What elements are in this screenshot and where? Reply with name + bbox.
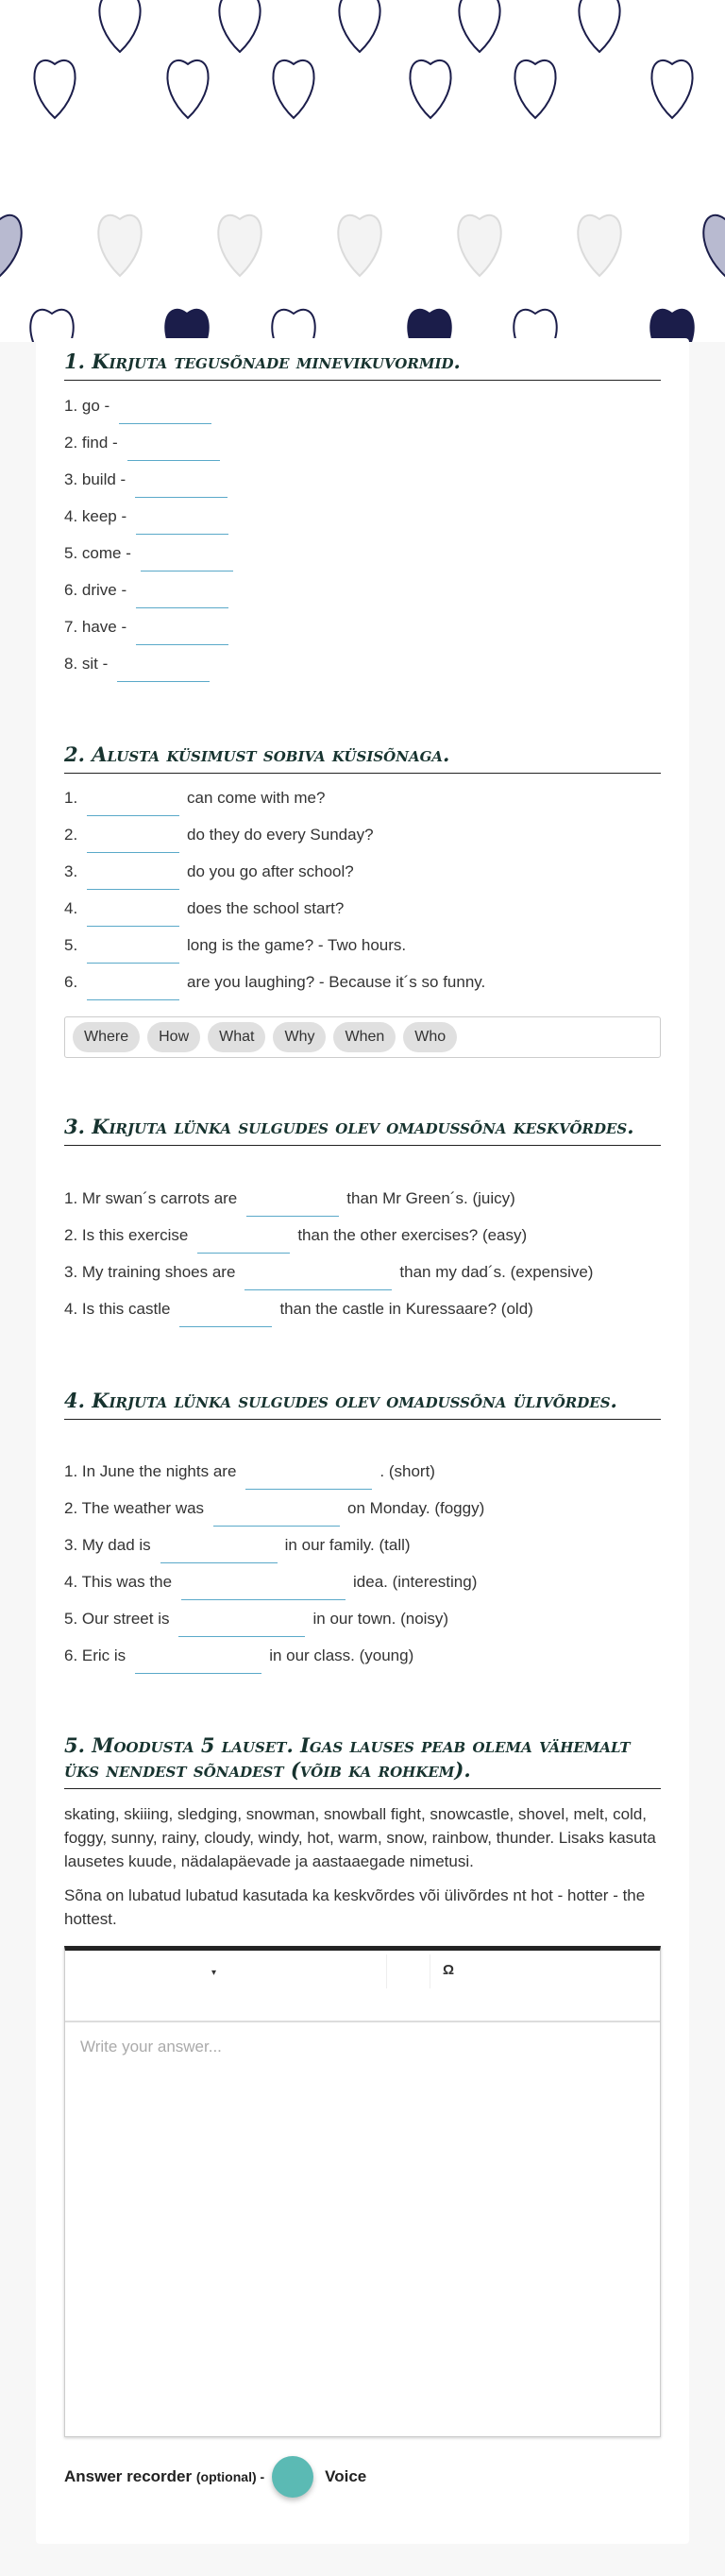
section-4-title: 4. Kirjuta lünka sulgudes olev omadussõna ülivõrdes. xyxy=(64,1389,661,1420)
rich-text-editor xyxy=(64,1946,661,2437)
item-text: do they do every Sunday? xyxy=(187,826,374,844)
item-number: 3. xyxy=(64,862,78,880)
answer-blank[interactable] xyxy=(136,586,228,608)
list-item xyxy=(64,1535,411,1558)
list-item xyxy=(64,1188,515,1211)
list-item xyxy=(64,1498,484,1521)
item-prompt: 8. sit - xyxy=(64,655,109,673)
list-item xyxy=(64,617,236,640)
list-item xyxy=(64,396,219,418)
answer-blank[interactable] xyxy=(135,475,228,498)
answer-blank[interactable] xyxy=(244,1268,392,1290)
answer-textarea[interactable] xyxy=(65,2022,660,2434)
answer-blank[interactable] xyxy=(246,1194,339,1217)
answer-blank[interactable] xyxy=(127,438,220,461)
heart-icon xyxy=(339,0,379,52)
item-text: do you go after school? xyxy=(187,862,354,880)
list-item xyxy=(64,1262,593,1285)
heart-pattern-banner xyxy=(0,0,725,342)
answer-blank[interactable] xyxy=(197,1231,290,1254)
item-prompt: 5. come - xyxy=(64,544,131,562)
list-item xyxy=(64,506,236,529)
list-item xyxy=(64,654,217,676)
heart-icon xyxy=(99,0,140,52)
item-number: 1. xyxy=(64,789,78,807)
heart-icon xyxy=(30,310,73,342)
answer-blank[interactable] xyxy=(160,1541,278,1563)
word-chip[interactable]: Why xyxy=(273,1022,326,1052)
heart-icon xyxy=(410,60,450,118)
heart-icon xyxy=(218,215,261,276)
word-chip[interactable]: What xyxy=(208,1022,265,1052)
item-prompt: 3. build - xyxy=(64,470,126,488)
answer-blank[interactable] xyxy=(245,1467,372,1490)
heart-icon xyxy=(273,60,313,118)
answer-blank[interactable] xyxy=(117,659,210,682)
item-text-before: 6. Eric is xyxy=(64,1646,126,1664)
word-chip[interactable]: How xyxy=(147,1022,200,1052)
list-item xyxy=(64,469,235,492)
answer-blank[interactable] xyxy=(136,623,228,645)
list-item xyxy=(64,1572,477,1595)
list-item xyxy=(64,1225,527,1248)
item-text-before: 4. Is this castle xyxy=(64,1300,171,1318)
heart-icon xyxy=(578,215,620,276)
list-item xyxy=(64,543,241,566)
item-text-after: on Monday. (foggy) xyxy=(347,1499,485,1517)
list-item xyxy=(64,1461,435,1484)
item-number: 2. xyxy=(64,826,78,844)
heart-icon xyxy=(34,60,75,118)
heart-icon xyxy=(650,310,693,342)
heart-icon xyxy=(0,215,22,276)
item-number: 6. xyxy=(64,973,78,991)
item-prompt: 6. drive - xyxy=(64,581,127,599)
format-dropdown-chevron-icon[interactable]: ▾ xyxy=(211,1968,217,1978)
answer-blank[interactable] xyxy=(135,1651,261,1674)
heart-icon xyxy=(459,0,499,52)
item-number: 5. xyxy=(64,936,78,954)
item-text: are you laughing? - Because it´s so funny. xyxy=(187,973,486,991)
heart-icon xyxy=(651,60,692,118)
item-prompt: 1. go - xyxy=(64,397,110,415)
answer-blank[interactable] xyxy=(136,512,228,535)
toolbar-divider xyxy=(386,1954,387,1988)
answer-drop-blank[interactable] xyxy=(87,904,179,927)
heart-icon xyxy=(98,215,141,276)
section-3-title: 3. Kirjuta lünka sulgudes olev omadussõna keskvõrdes. xyxy=(64,1115,661,1146)
list-item xyxy=(64,972,485,995)
answer-drop-blank[interactable] xyxy=(87,978,179,1000)
heart-icon xyxy=(338,215,380,276)
heart-icon xyxy=(165,310,208,342)
heart-icon xyxy=(458,215,500,276)
voice-label: Voice xyxy=(325,2467,367,2485)
item-prompt: 7. have - xyxy=(64,618,127,636)
item-text-before: 5. Our street is xyxy=(64,1610,170,1628)
item-text: long is the game? - Two hours. xyxy=(187,936,407,954)
recorder-label: Answer recorder xyxy=(64,2467,193,2485)
list-item xyxy=(64,580,236,603)
list-item xyxy=(64,433,228,455)
heart-icon xyxy=(272,310,314,342)
heart-icon xyxy=(219,0,260,52)
heart-icon xyxy=(703,215,725,276)
item-text-before: 1. Mr swan´s carrots are xyxy=(64,1189,238,1207)
item-text-before: 3. My training shoes are xyxy=(64,1263,236,1281)
editor-toolbar xyxy=(65,1951,660,2022)
word-chip[interactable]: Where xyxy=(73,1022,140,1052)
item-text-after: than the other exercises? (easy) xyxy=(297,1226,528,1244)
heart-icon xyxy=(408,310,450,342)
section-2-title: 2. Alusta küsimust sobiva küsisõnaga. xyxy=(64,742,661,774)
item-text-after: than the castle in Kuressaare? (old) xyxy=(279,1300,533,1318)
answer-blank[interactable] xyxy=(141,549,233,571)
section-1-title: 1. Kirjuta tegusõnade minevikuvormid. xyxy=(64,350,661,381)
answer-blank[interactable] xyxy=(178,1614,305,1637)
word-bank xyxy=(64,1016,661,1058)
section-5-title: 5. Moodusta 5 lauset. Igas lauses peab olema vähemalt üks nendest sõnadest (võib ka rohkem). xyxy=(64,1733,661,1789)
list-item xyxy=(64,788,325,810)
heart-icon xyxy=(167,60,208,118)
item-text-after: in our town. (noisy) xyxy=(312,1610,449,1628)
answer-blank[interactable] xyxy=(213,1504,340,1527)
item-text-after: in our family. (tall) xyxy=(284,1536,411,1554)
hearts-decoration xyxy=(0,0,725,342)
heart-icon xyxy=(579,0,619,52)
heart-icon xyxy=(514,310,556,342)
item-text-before: 1. In June the nights are xyxy=(64,1462,237,1480)
heart-icon xyxy=(514,60,555,118)
special-character-icon[interactable]: Ω xyxy=(443,1962,455,1978)
item-text-before: 2. Is this exercise xyxy=(64,1226,189,1244)
item-text-before: 4. This was the xyxy=(64,1573,173,1591)
list-item xyxy=(64,825,374,847)
answer-blank[interactable] xyxy=(119,401,211,424)
list-item xyxy=(64,898,344,921)
worksheet-card xyxy=(36,338,689,2544)
item-text-after: idea. (interesting) xyxy=(353,1573,478,1591)
word-chip[interactable]: When xyxy=(333,1022,396,1052)
list-item xyxy=(64,862,354,884)
item-text-after: than Mr Green´s. (juicy) xyxy=(346,1189,515,1207)
item-text-after: than my dad´s. (expensive) xyxy=(399,1263,594,1281)
answer-drop-blank[interactable] xyxy=(87,941,179,964)
answer-drop-blank[interactable] xyxy=(87,867,179,890)
item-text-after: in our class. (young) xyxy=(269,1646,414,1664)
answer-blank[interactable] xyxy=(181,1578,346,1600)
record-button[interactable] xyxy=(272,2456,313,2498)
item-text-before: 2. The weather was xyxy=(64,1499,205,1517)
item-text-after: . (short) xyxy=(379,1462,435,1480)
item-number: 4. xyxy=(64,899,78,917)
answer-blank[interactable] xyxy=(179,1305,272,1327)
item-text-before: 3. My dad is xyxy=(64,1536,151,1554)
list-item xyxy=(64,1646,413,1668)
list-item xyxy=(64,935,406,958)
word-chip[interactable]: Who xyxy=(403,1022,457,1052)
item-text: does the school start? xyxy=(187,899,345,917)
item-prompt: 2. find - xyxy=(64,434,118,452)
item-text: can come with me? xyxy=(187,789,326,807)
item-prompt: 4. keep - xyxy=(64,507,127,525)
word-list-paragraph: skating, skiiing, sledging, snowman, snowball fight, snowcastle, shovel, melt, cold, foggy, sunny, rainy, cloudy, windy, hot, warm, snow, rainbow, thunder. Lisaks kasuta lausetes kuude, nädalapäevade ja aastaaegade nimetusi. xyxy=(64,1805,656,1870)
answer-drop-blank[interactable] xyxy=(87,830,179,853)
answer-drop-blank[interactable] xyxy=(87,793,179,816)
list-item xyxy=(64,1609,448,1631)
list-item xyxy=(64,1299,533,1322)
comparison-hint-paragraph: Sõna on lubatud lubatud kasutada ka keskvõrdes või ülivõrdes nt hot - hotter - the hottest. xyxy=(64,1886,646,1928)
answer-recorder xyxy=(64,2456,366,2498)
recorder-optional-label: (optional) - xyxy=(195,2469,265,2484)
